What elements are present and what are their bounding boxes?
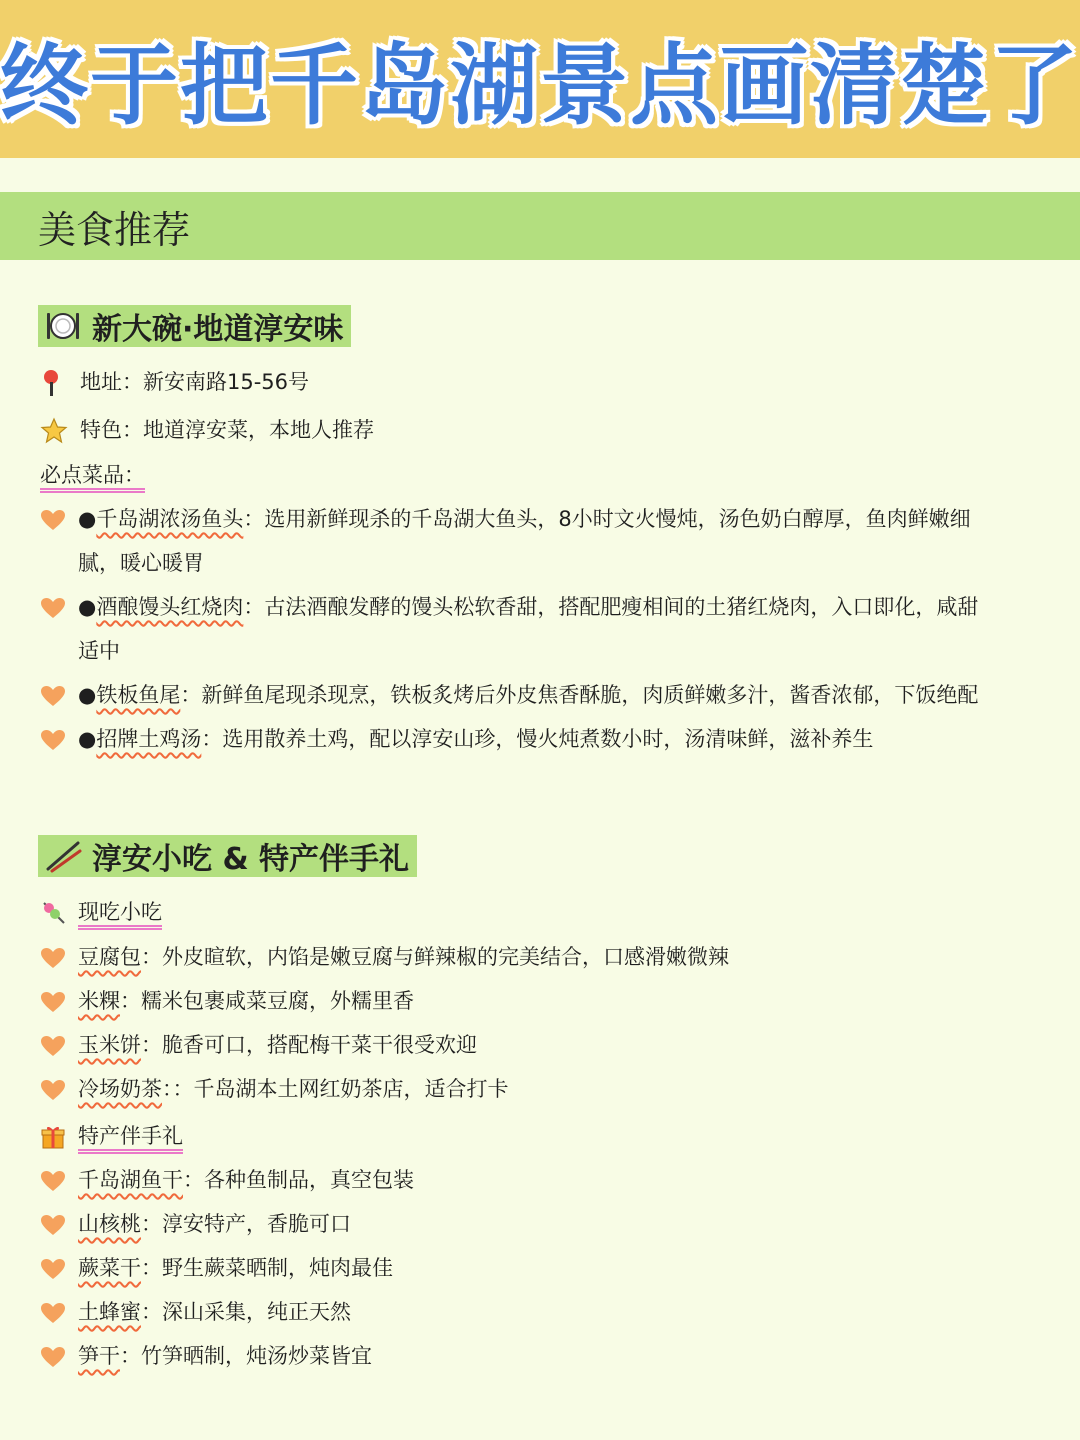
page-title: 终于把千岛湖景点画清楚了 <box>0 34 1080 137</box>
candy-icon <box>40 899 68 927</box>
map-pin-icon <box>40 368 64 398</box>
heart-icon <box>40 1214 66 1236</box>
heart-icon <box>40 685 66 707</box>
gift-name: 笋干 <box>78 1344 120 1368</box>
feature-value: 地道淳安菜，本地人推荐 <box>143 418 374 442</box>
gift-name: 千岛湖鱼干 <box>78 1168 183 1192</box>
snacks-title: 淳安小吃 & 特产伴手礼 <box>92 842 410 877</box>
section-title: 美食推荐 <box>38 207 191 252</box>
snack-desc: ：外皮暄软，内馅是嫩豆腐与鲜辣椒的完美结合，口感滑嫩微辣 <box>141 945 729 969</box>
gift-name: 土蜂蜜 <box>78 1300 141 1324</box>
list-item <box>40 1158 414 1202</box>
restaurant-heading <box>38 305 351 347</box>
title-banner <box>0 0 1080 158</box>
dish-name: 招牌土鸡汤 <box>96 727 202 751</box>
gift-label-row <box>40 1114 183 1158</box>
heart-icon <box>40 1302 66 1324</box>
list-item <box>40 1202 351 1246</box>
dish-name: 铁板鱼尾 <box>96 683 181 707</box>
heart-icon <box>40 597 66 619</box>
dish-name: 千岛湖浓汤鱼头 <box>96 507 244 531</box>
gift-desc: ：野生蕨菜晒制，炖肉最佳 <box>141 1256 393 1280</box>
gift-name: 蕨菜干 <box>78 1256 141 1280</box>
dish-desc: ：古法酒酿发酵的馒头松软香甜，搭配肥瘦相间的土猪红烧肉，入口即化，咸甜 <box>243 595 979 619</box>
gift-name: 山核桃 <box>78 1212 141 1236</box>
now-eat-label-row <box>40 890 162 934</box>
list-item: ●招牌土鸡汤：选用散养土鸡，配以淳安山珍，慢火炖煮数小时，汤清味鲜，滋补养生 <box>40 717 1040 761</box>
chopsticks-icon <box>44 839 82 873</box>
list-item: ●千岛湖浓汤鱼头：选用新鲜现杀的千岛湖大鱼头，8小时文火慢炖，汤色奶白醇厚，鱼肉鲜嫩细 腻，暖心暖胃 <box>40 497 1040 585</box>
list-item <box>40 935 729 979</box>
dish-name: 酒酿馒头红烧肉 <box>96 595 244 619</box>
address-row <box>40 360 309 404</box>
dish-desc-cont: 腻，暖心暖胃 <box>78 551 204 575</box>
list-item <box>40 1334 372 1378</box>
snacks-heading <box>38 835 417 877</box>
dish-desc: ：选用新鲜现杀的千岛湖大鱼头，8小时文火慢炖，汤色奶白醇厚，鱼肉鲜嫩细 <box>243 507 971 531</box>
dish-desc-cont: 适中 <box>78 639 120 663</box>
list-item <box>40 1023 477 1067</box>
section-header <box>0 192 1080 260</box>
snack-name: 玉米饼 <box>78 1033 141 1057</box>
gift-desc: ：各种鱼制品，真空包装 <box>183 1168 414 1192</box>
gift-desc: ：深山采集，纯正天然 <box>141 1300 351 1324</box>
dish-desc: ：新鲜鱼尾现杀现烹，铁板炙烤后外皮焦香酥脆，肉质鲜嫩多汁，酱香浓郁，下饭绝配 <box>180 683 979 707</box>
list-item: ●铁板鱼尾：新鲜鱼尾现杀现烹，铁板炙烤后外皮焦香酥脆，肉质鲜嫩多汁，酱香浓郁，下饭绝配 <box>40 673 1040 717</box>
snack-name: 米粿 <box>78 989 120 1013</box>
heart-icon <box>40 947 66 969</box>
restaurant-name: 新大碗·地道淳安味 <box>92 312 344 347</box>
dish-desc: ：选用散养土鸡，配以淳安山珍，慢火炖煮数小时，汤清味鲜，滋补养生 <box>201 727 874 751</box>
address-label: 地址： <box>80 370 143 394</box>
heart-icon <box>40 1170 66 1192</box>
heart-icon <box>40 1258 66 1280</box>
must-order-label-row <box>40 453 145 497</box>
snack-desc: ：脆香可口，搭配梅干菜干很受欢迎 <box>141 1033 477 1057</box>
list-item <box>40 979 414 1023</box>
gift-icon <box>40 1124 66 1150</box>
snack-name: 冷场奶茶 <box>78 1077 162 1101</box>
snack-desc: ：糯米包裹咸菜豆腐，外糯里香 <box>120 989 414 1013</box>
feature-label: 特色： <box>80 418 143 442</box>
heart-icon <box>40 1346 66 1368</box>
plate-cutlery-icon <box>44 309 82 343</box>
list-item <box>40 1246 393 1290</box>
snack-name: 豆腐包 <box>78 945 141 969</box>
now-eat-label: 现吃小吃 <box>78 900 162 924</box>
list-item <box>40 1290 351 1334</box>
heart-icon <box>40 729 66 751</box>
heart-icon <box>40 1079 66 1101</box>
must-order-label: 必点菜品： <box>40 463 145 487</box>
gift-label: 特产伴手礼 <box>78 1124 183 1148</box>
heart-icon <box>40 991 66 1013</box>
list-item <box>40 1067 509 1111</box>
heart-icon <box>40 1035 66 1057</box>
gift-desc: ：竹笋晒制，炖汤炒菜皆宜 <box>120 1344 372 1368</box>
star-icon <box>40 417 68 445</box>
feature-row <box>40 408 374 452</box>
snack-desc: ：：千岛湖本土网红奶茶店，适合打卡 <box>162 1077 509 1101</box>
address-value: 新安南路15-56号 <box>143 370 310 394</box>
gift-desc: ：淳安特产，香脆可口 <box>141 1212 351 1236</box>
list-item: ●酒酿馒头红烧肉：古法酒酿发酵的馒头松软香甜，搭配肥瘦相间的土猪红烧肉，入口即化，咸甜 适中 <box>40 585 1040 673</box>
heart-icon <box>40 509 66 531</box>
